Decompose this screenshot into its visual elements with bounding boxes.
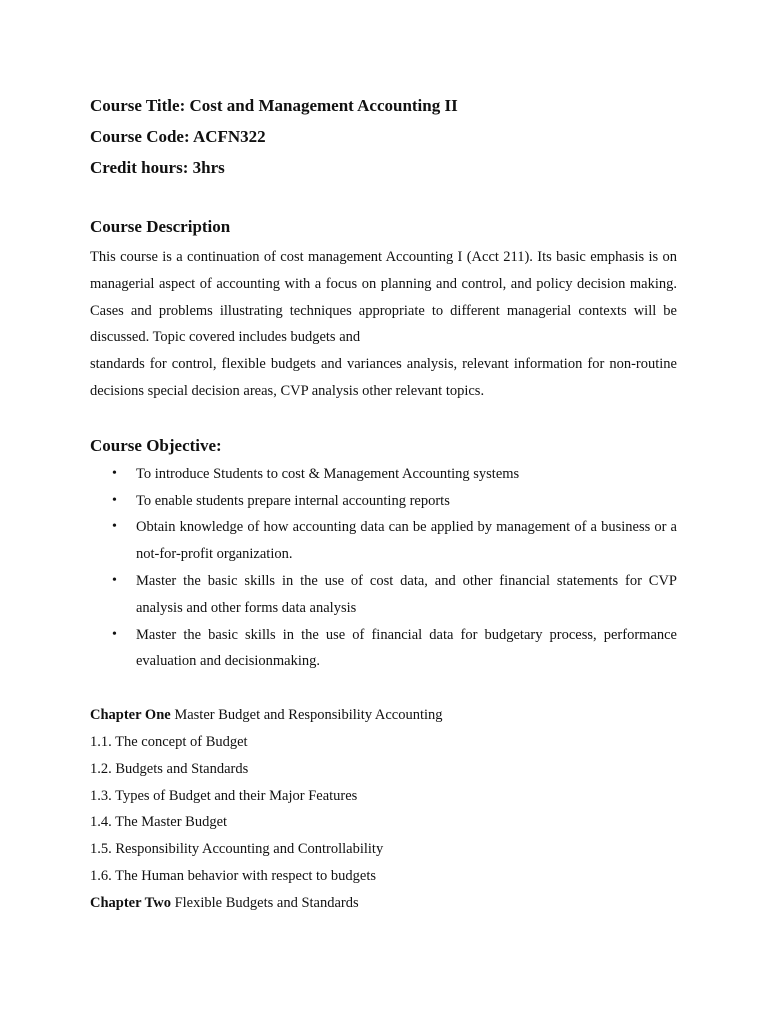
- chapter-item: 1.1. The concept of Budget: [90, 733, 248, 750]
- objective-list: [90, 461, 677, 675]
- chapter-item: 1.4. The Master Budget: [90, 814, 228, 831]
- chapter-two-heading: [90, 890, 677, 917]
- chapter-item: 1.6. The Human behavior with respect to budgets: [90, 867, 377, 884]
- document-page: [90, 90, 677, 917]
- bullet-icon: •: [112, 519, 117, 535]
- chapter-two-label: Chapter Two: [90, 894, 171, 911]
- description-paragraph-1: This course is a continuation of cost management Accounting I (Acct 211). Its basic emphasis is on managerial aspect of accounting with a focus on planning and control, and policy decision making. Cases and problems illustrating techniques appropriate to different managerial contexts will be discussed. Topic covered includes budgets and: [90, 249, 677, 346]
- objective-item: • To enable students prepare internal accounting reports: [90, 488, 677, 515]
- chapter-two-title: Flexible Budgets and Standards: [170, 894, 359, 911]
- objective-heading: Course Objective:: [90, 435, 222, 455]
- chapter-item: 1.3. Types of Budget and their Major Features: [90, 787, 358, 804]
- description-heading: Course Description: [90, 217, 231, 236]
- objective-item: • Master the basic skills in the use of financial data for budgetary process, performance evaluation and decisionmaking.: [90, 622, 677, 676]
- credit-hours: Credit hours: 3hrs: [90, 158, 225, 177]
- bullet-icon: •: [112, 465, 117, 481]
- bullet-icon: •: [112, 492, 117, 508]
- description-paragraph-2: standards for control, flexible budgets and variances analysis, relevant information for non-routine decisions special decision areas, CVP analysis other relevant topics.: [90, 356, 677, 399]
- objective-item: • Obtain knowledge of how accounting data can be applied by management of a business or a not-for-profit organization.: [90, 514, 677, 568]
- chapter-one-heading: [90, 702, 677, 729]
- bullet-icon: •: [112, 626, 117, 642]
- objective-item: • To introduce Students to cost & Management Accounting systems: [90, 461, 677, 488]
- chapter-one-label: Chapter One: [90, 707, 171, 724]
- chapter-item: 1.2. Budgets and Standards: [90, 760, 249, 777]
- objective-item: • Master the basic skills in the use of cost data, and other financial statements for CVP analysis and other forms data analysis: [90, 568, 677, 622]
- chapter-item: 1.5. Responsibility Accounting and Controllability: [90, 841, 384, 858]
- course-code: Course Code: ACFN322: [90, 127, 266, 146]
- course-title: Course Title: Cost and Management Accounting II: [90, 96, 458, 115]
- bullet-icon: •: [112, 572, 117, 588]
- chapter-one-title: Master Budget and Responsibility Accounting: [170, 707, 443, 724]
